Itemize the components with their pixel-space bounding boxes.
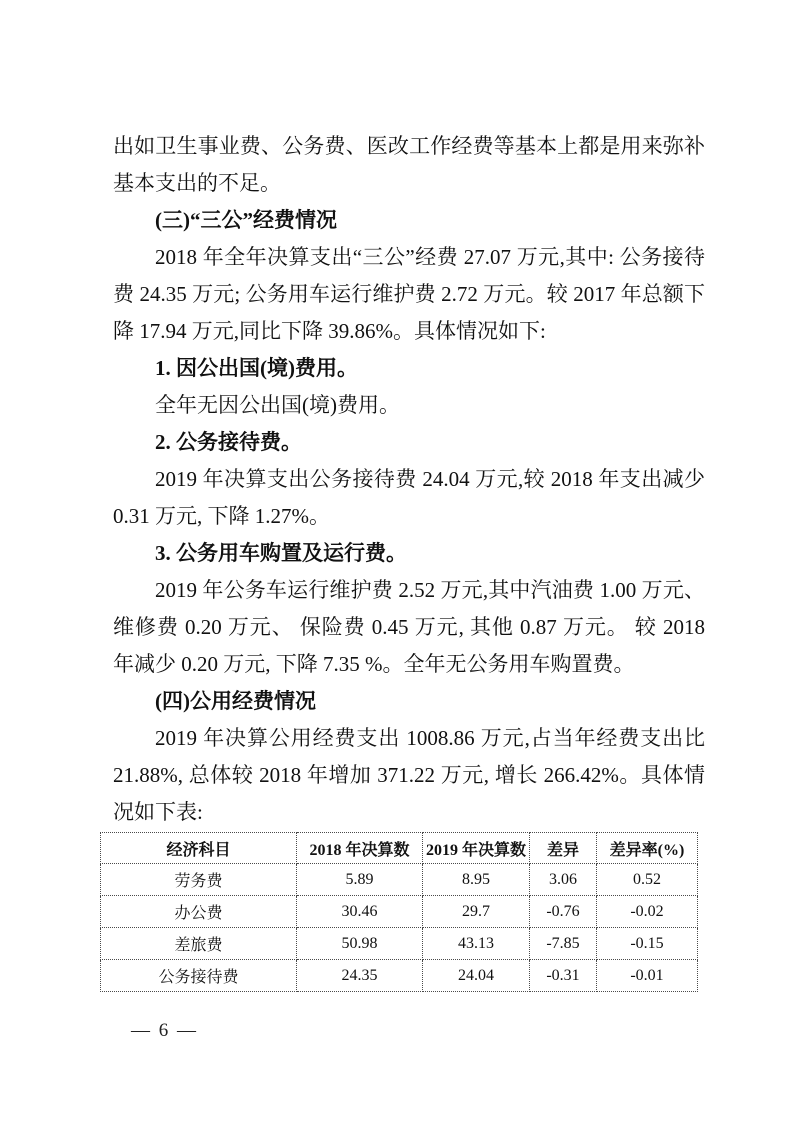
table-row-travel-fee [101,928,698,960]
table-row-office-fee [101,896,698,928]
column-header-diff: 差异 [530,833,597,864]
paragraph-san-gong-summary: 2018 年全年决算支出“三公”经费 27.07 万元,其中: 公务接待费 24.35 万元; 公务用车运行维护费 2.72 万元。较 2017 年总额下降 17.94 万元,同比下降 39.86%。具体情况如下: [113,245,705,343]
document-body [113,128,705,834]
subheading-abroad-expense: 1. 因公出国(境)费用。 [155,356,358,380]
table-cell: 差旅费 [101,928,297,960]
table-cell: -0.02 [597,896,698,928]
table-cell: -0.31 [530,960,597,992]
table-cell: 3.06 [530,864,597,896]
table-cell: -0.15 [597,928,698,960]
column-header-2019: 2019 年决算数 [423,833,530,864]
table-cell: 29.7 [423,896,530,928]
table-header-row [101,833,698,864]
table-row-labor-fee [101,864,698,896]
column-header-diff-rate: 差异率(%) [597,833,698,864]
table-cell: 8.95 [423,864,530,896]
page-number: — 6 — [131,1020,198,1041]
column-header-subject: 经济科目 [101,833,297,864]
table-cell: 办公费 [101,896,297,928]
table-cell: 43.13 [423,928,530,960]
paragraph-abroad-expense: 全年无因公出国(境)费用。 [155,393,400,417]
table-cell: 5.89 [297,864,423,896]
section-heading-san-gong: (三)“三公”经费情况 [155,208,337,232]
table-row-reception-fee [101,960,698,992]
table-cell: -0.01 [597,960,698,992]
subheading-reception-expense: 2. 公务接待费。 [155,430,302,454]
paragraph-reception-expense: 2019 年决算支出公务接待费 24.04 万元,较 2018 年支出减少 0.31 万元, 下降 1.27%。 [113,467,705,528]
table-cell: 24.35 [297,960,423,992]
subheading-vehicle-expense: 3. 公务用车购置及运行费。 [155,541,407,565]
table-cell: 24.04 [423,960,530,992]
paragraph-continuation: 出如卫生事业费、公务费、医改工作经费等基本上都是用来弥补基本支出的不足。 [113,134,705,195]
paragraph-public-funds-summary: 2019 年决算公用经费支出 1008.86 万元,占当年经费支出比 21.88%, 总体较 2018 年增加 371.22 万元, 增长 266.42%。具体情况如下表: [113,726,705,824]
table-cell: 劳务费 [101,864,297,896]
table-cell: -7.85 [530,928,597,960]
table-cell: 30.46 [297,896,423,928]
table-cell: 0.52 [597,864,698,896]
table-cell: 50.98 [297,928,423,960]
column-header-2018: 2018 年决算数 [297,833,423,864]
section-heading-public-funds: (四)公用经费情况 [155,689,316,713]
table-cell: 公务接待费 [101,960,297,992]
public-expense-table [100,832,698,992]
paragraph-vehicle-expense: 2019 年公务车运行维护费 2.52 万元,其中汽油费 1.00 万元、维修费 0.20 万元、 保险费 0.45 万元, 其他 0.87 万元。 较 2018 年减少 0.20 万元, 下降 7.35 %。全年无公务用车购置费。 [113,578,705,676]
table-cell: -0.76 [530,896,597,928]
